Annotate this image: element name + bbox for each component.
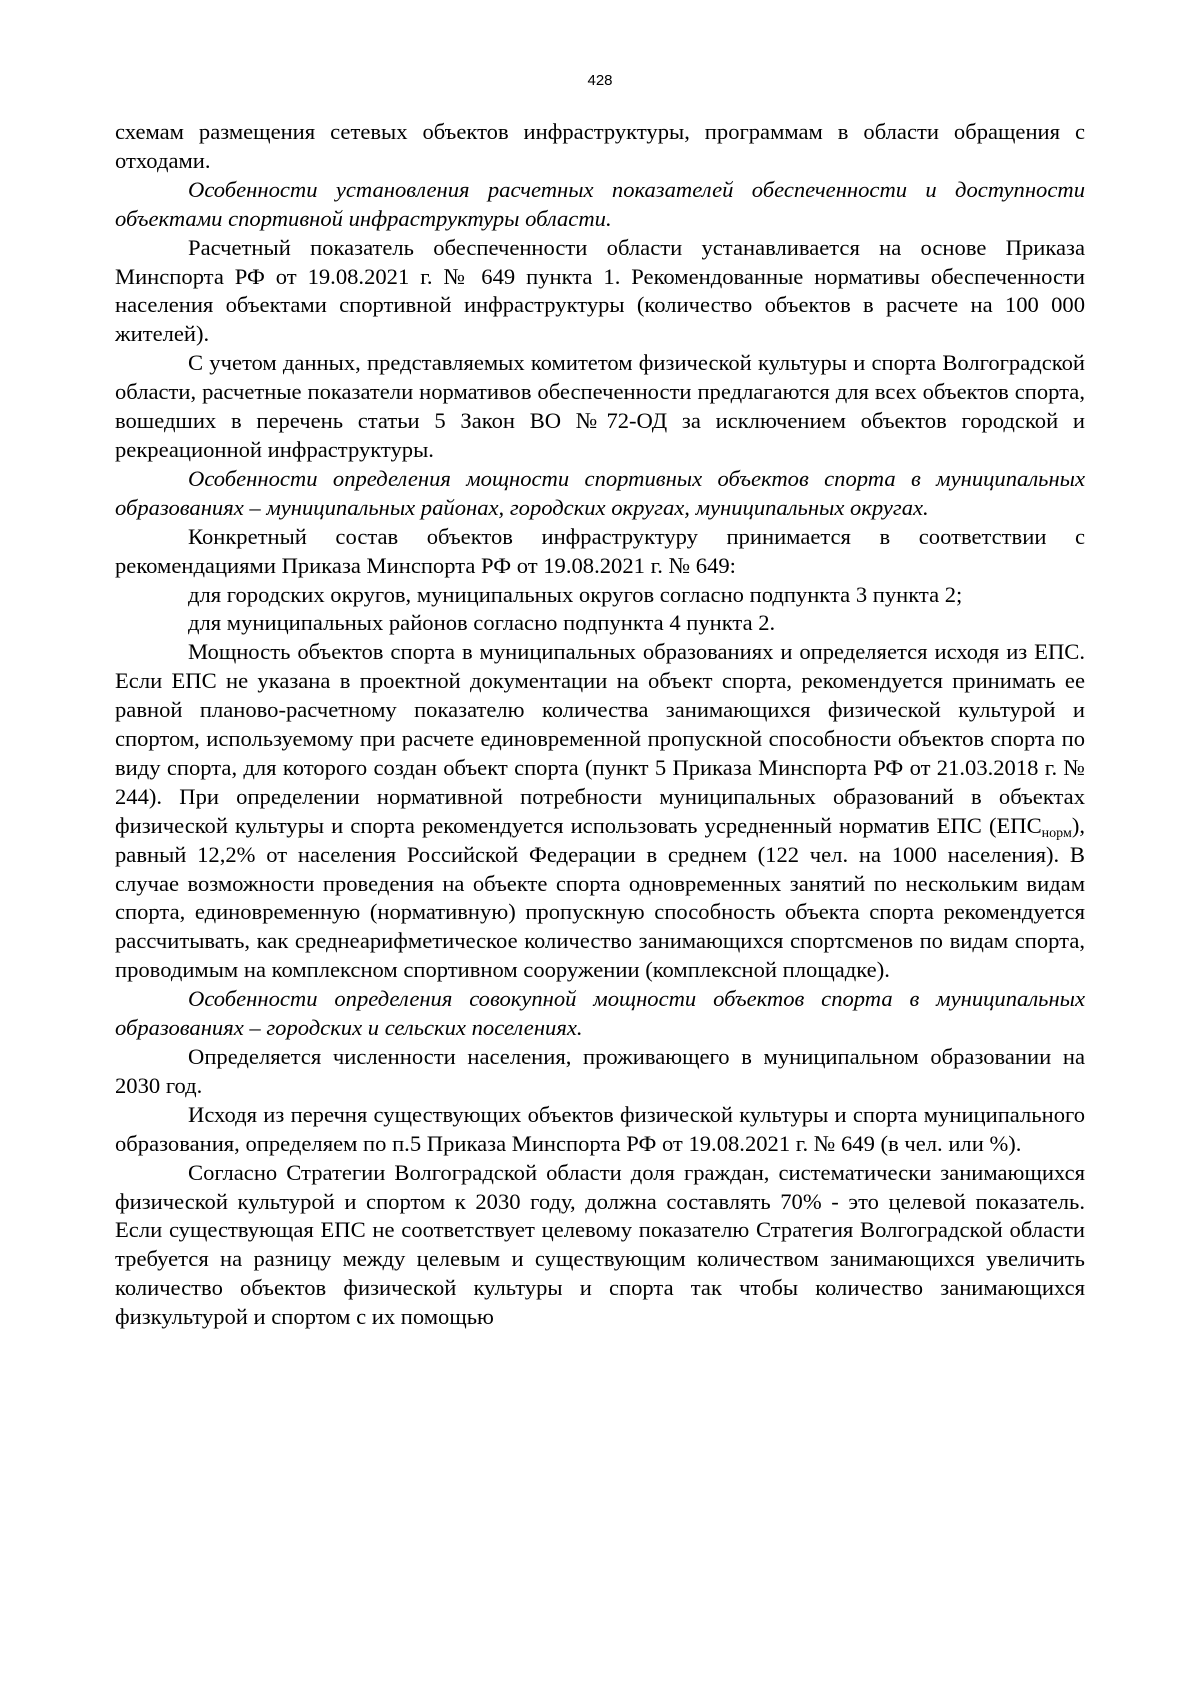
paragraph-indicator-basis: Расчетный показатель обеспеченности области устанавливается на основе Приказа Минспорта РФ от 19.08.2021 г. № 649 пункта 1. Рекомендованные нормативы обеспеченности населения объектами спортивной инфраструктуры (количество объектов в расчете на 100 000 жителей). bbox=[115, 234, 1085, 347]
paragraph-composition: Конкретный состав объектов инфраструктуру принимается в соответствии с рекомендациями Приказа Минспорта РФ от 19.08.2021 г. № 649: bbox=[115, 523, 1085, 578]
paragraph-existing-objects: Исходя из перечня существующих объектов физической культуры и спорта муниципального образования, определяем по п.5 Приказа Минспорта РФ от 19.08.2021 г. № 649 (в чел. или %). bbox=[115, 1101, 1085, 1156]
section-heading-capacity-settlements: Особенности определения совокупной мощности объектов спорта в муниципальных образованиях – городских и сельских поселениях. bbox=[115, 986, 1085, 1041]
paragraph-committee-data: С учетом данных, представляемых комитетом физической культуры и спорта Волгоградской области, расчетные показатели нормативов обеспеченности предлагаются для всех объектов спорта, вошедших в перечень статьи 5 Закон ВО №72-ОД за исключением объектов городской и рекреационной инфраструктуры. bbox=[115, 350, 1085, 462]
paragraph-capacity-eps-part1: Мощность объектов спорта в муниципальных образованиях и определяется исходя из ЕПС. Если ЕПС не указана в проектной документации на объект спорта, рекомендуется принимать ее равной планово-расчетному показателю количества занимающихся физической культурой и спортом, используемому при расчете единовременной пропускной способности объектов спорта по виду спорта, для которого создан объект спорта (пункт 5 Приказа Минспорта РФ от 21.03.2018 г. № 244). При определении нормативной потребности муниципальных образований в объектах физической культуры и спорта рекомендуется использовать усредненный норматив ЕПС (ЕПС bbox=[115, 639, 1085, 838]
paragraph-strategy-target: Согласно Стратегии Волгоградской области доля граждан, систематически занимающихся физической культурой и спортом к 2030 году, должна составлять 70% - это целевой показатель. Если существующая ЕПС не соответствует целевому показателю Стратегия Волгоградской области требуется на разницу между целевым и существующим количеством занимающихся увеличить количество объектов физической культуры и спорта так чтобы количество занимающихся физкультурой и спортом с их помощью bbox=[115, 1159, 1085, 1330]
paragraph-capacity-eps bbox=[115, 638, 1085, 985]
eps-subscript: норм bbox=[1041, 825, 1072, 841]
section-heading-capacity-districts: Особенности определения мощности спортивных объектов спорта в муниципальных образованиях – муниципальных районах, городских округах, муниципальных округах. bbox=[115, 465, 1085, 520]
list-item-municipal-districts: для муниципальных районов согласно подпункта 4 пункта 2. bbox=[188, 610, 776, 636]
document-body bbox=[115, 118, 1085, 1332]
paragraph-continuation: схемам размещения сетевых объектов инфраструктуры, программам в области обращения с отходами. bbox=[115, 119, 1085, 173]
list-item-urban-districts: для городских округов, муниципальных округов согласно подпункта 3 пункта 2; bbox=[188, 581, 963, 607]
page-number: 428 bbox=[587, 72, 613, 89]
paragraph-population-2030: Определяется численности населения, проживающего в муниципальном образовании на 2030 год. bbox=[115, 1044, 1085, 1098]
paragraph-capacity-eps-part2: ), равный 12,2% от населения Российской Федерации в среднем (122 чел. на 1000 населения). В случае возможности проведения на объекте спорта одновременных занятий по нескольким видам спорта, единовременную (нормативную) пропускную способность объекта спорта рекомендуется рассчитывать, как среднеарифметическое количество занимающихся спортсменов по видам спорта, проводимым на комплексном спортивном сооружении (комплексной площадке). bbox=[115, 812, 1085, 983]
section-heading-infrastructure: Особенности установления расчетных показателей обеспеченности и доступности объектами спортивной инфраструктуры области. bbox=[115, 176, 1085, 231]
